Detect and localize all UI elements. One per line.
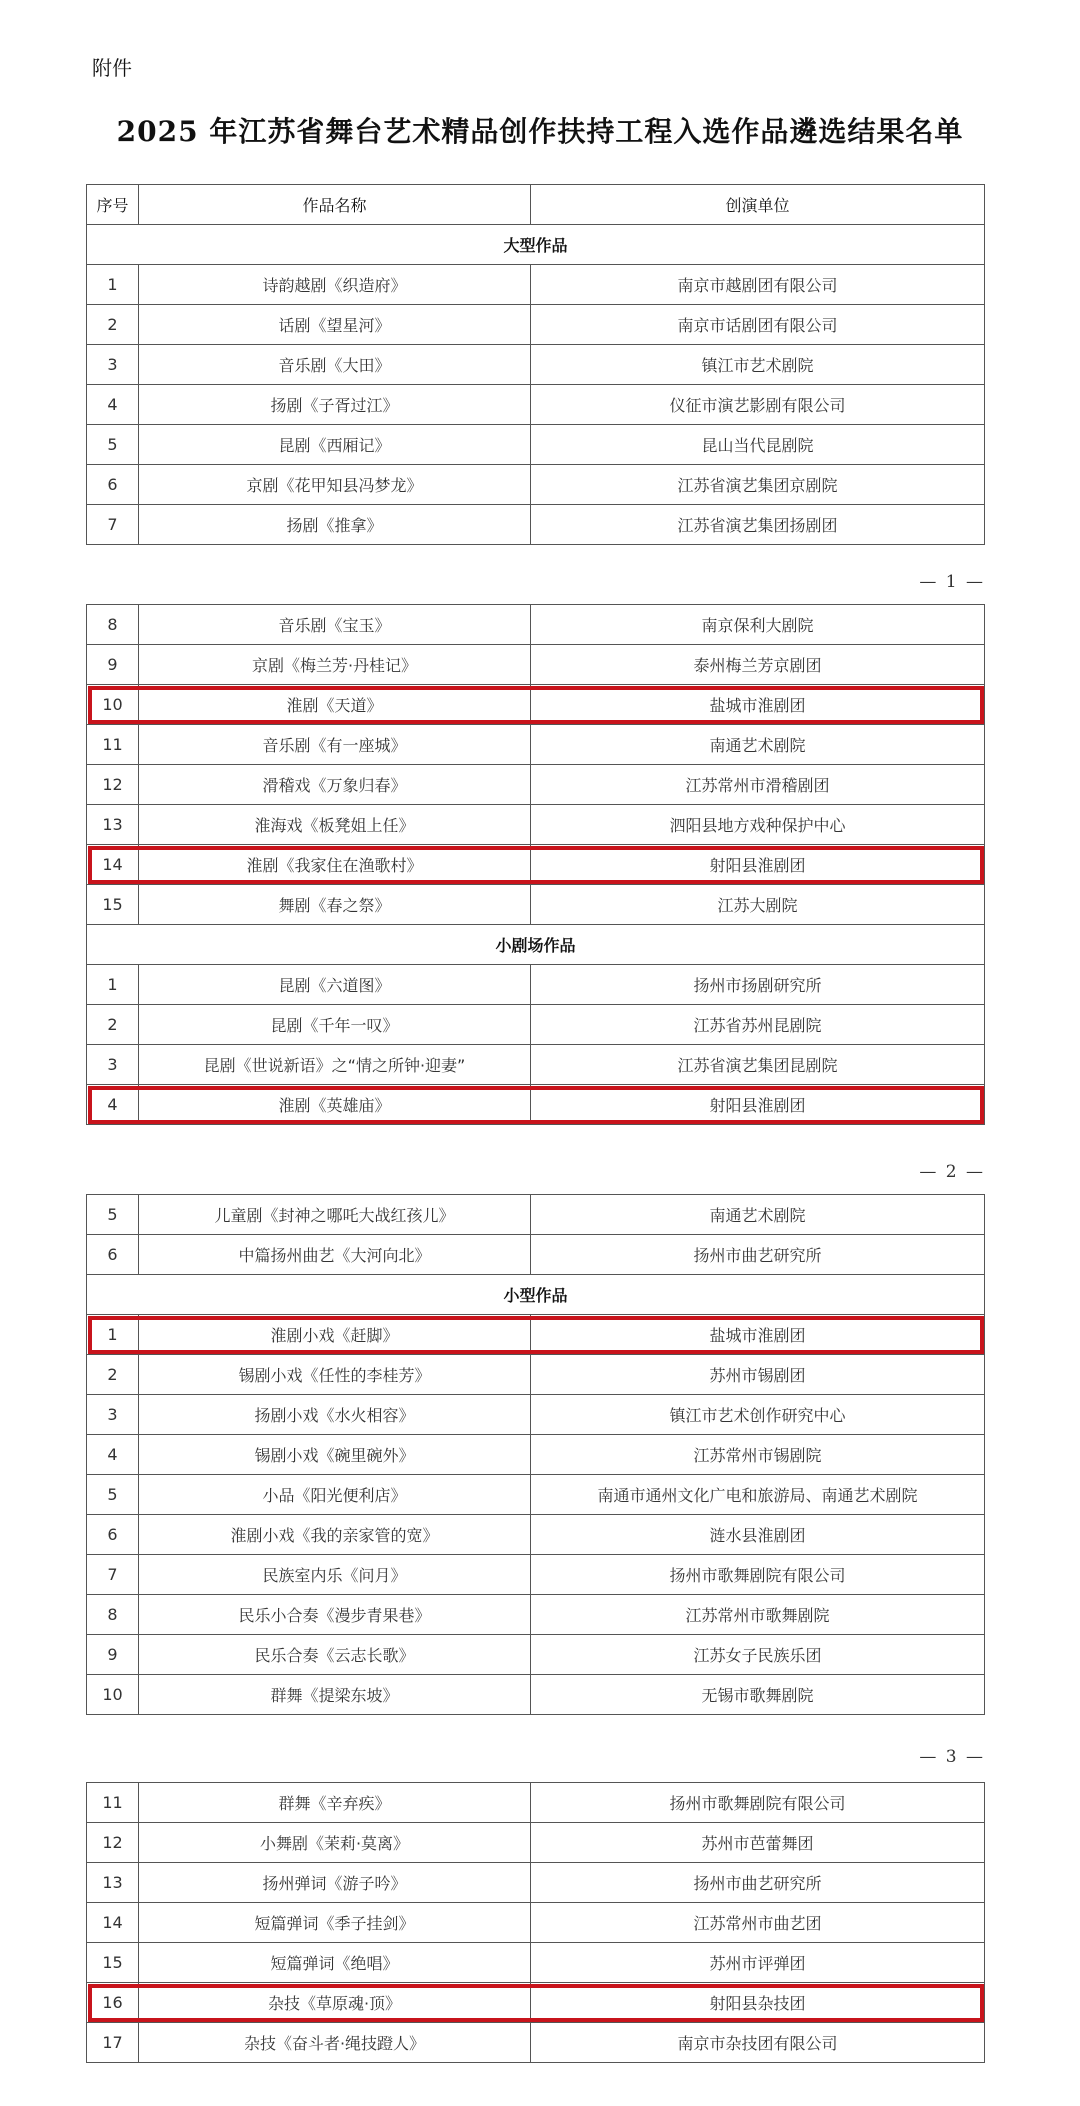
organization: 盐城市淮剧团 bbox=[531, 1315, 985, 1355]
row-index: 16 bbox=[87, 1983, 139, 2023]
work-name: 扬剧《子胥过江》 bbox=[139, 385, 531, 425]
row-index: 7 bbox=[87, 1555, 139, 1595]
row-index: 11 bbox=[87, 725, 139, 765]
organization: 苏州市评弹团 bbox=[531, 1943, 985, 1983]
row-index: 6 bbox=[87, 1235, 139, 1275]
table-row bbox=[87, 385, 985, 425]
section-header-row bbox=[87, 1275, 985, 1315]
organization: 涟水县淮剧团 bbox=[531, 1515, 985, 1555]
row-index: 5 bbox=[87, 1475, 139, 1515]
work-name: 昆剧《六道图》 bbox=[139, 965, 531, 1005]
work-name: 短篇弹词《季子挂剑》 bbox=[139, 1903, 531, 1943]
work-name: 京剧《花甲知县冯梦龙》 bbox=[139, 465, 531, 505]
organization: 江苏省演艺集团昆剧院 bbox=[531, 1045, 985, 1085]
table-row bbox=[87, 1823, 985, 1863]
table-row bbox=[87, 1435, 985, 1475]
table-row bbox=[87, 1635, 985, 1675]
table-row-highlighted bbox=[87, 1983, 985, 2023]
results-table-page-2 bbox=[86, 604, 985, 1125]
organization: 扬州市曲艺研究所 bbox=[531, 1235, 985, 1275]
row-index: 14 bbox=[87, 1903, 139, 1943]
work-name: 杂技《草原魂·顶》 bbox=[139, 1983, 531, 2023]
row-index: 11 bbox=[87, 1783, 139, 1823]
work-name: 小舞剧《茉莉·莫离》 bbox=[139, 1823, 531, 1863]
section-title: 小剧场作品 bbox=[87, 925, 985, 965]
results-table-page-3 bbox=[86, 1194, 985, 1715]
organization: 江苏常州市锡剧院 bbox=[531, 1435, 985, 1475]
organization: 南通艺术剧院 bbox=[531, 725, 985, 765]
organization: 泰州梅兰芳京剧团 bbox=[531, 645, 985, 685]
header-work-name: 作品名称 bbox=[139, 185, 531, 225]
organization: 昆山当代昆剧院 bbox=[531, 425, 985, 465]
row-index: 10 bbox=[87, 685, 139, 725]
work-name: 群舞《辛弃疾》 bbox=[139, 1783, 531, 1823]
attachment-label: 附件 bbox=[92, 56, 132, 80]
table-row bbox=[87, 345, 985, 385]
work-name: 音乐剧《宝玉》 bbox=[139, 605, 531, 645]
table-row bbox=[87, 1395, 985, 1435]
row-index: 5 bbox=[87, 425, 139, 465]
work-name: 话剧《望星河》 bbox=[139, 305, 531, 345]
row-index: 1 bbox=[87, 965, 139, 1005]
organization: 江苏常州市曲艺团 bbox=[531, 1903, 985, 1943]
table-row bbox=[87, 1005, 985, 1045]
work-name: 扬州弹词《游子吟》 bbox=[139, 1863, 531, 1903]
table-row bbox=[87, 605, 985, 645]
organization: 仪征市演艺影剧有限公司 bbox=[531, 385, 985, 425]
row-index: 1 bbox=[87, 265, 139, 305]
organization: 江苏常州市滑稽剧团 bbox=[531, 765, 985, 805]
row-index: 2 bbox=[87, 1005, 139, 1045]
organization: 苏州市芭蕾舞团 bbox=[531, 1823, 985, 1863]
work-name: 昆剧《千年一叹》 bbox=[139, 1005, 531, 1045]
row-index: 3 bbox=[87, 1045, 139, 1085]
row-index: 15 bbox=[87, 885, 139, 925]
row-index: 13 bbox=[87, 1863, 139, 1903]
work-name: 淮剧小戏《我的亲家管的宽》 bbox=[139, 1515, 531, 1555]
row-index: 4 bbox=[87, 1435, 139, 1475]
row-index: 3 bbox=[87, 1395, 139, 1435]
work-name: 淮剧《英雄庙》 bbox=[139, 1085, 531, 1125]
section-title: 大型作品 bbox=[87, 225, 985, 265]
work-name: 昆剧《世说新语》之“情之所钟·迎妻” bbox=[139, 1045, 531, 1085]
work-name: 扬剧《推拿》 bbox=[139, 505, 531, 545]
page-number-3: — 3 — bbox=[919, 1747, 985, 1767]
organization: 苏州市锡剧团 bbox=[531, 1355, 985, 1395]
row-index: 7 bbox=[87, 505, 139, 545]
table-row bbox=[87, 1235, 985, 1275]
table-header-row bbox=[87, 185, 985, 225]
organization: 泗阳县地方戏种保护中心 bbox=[531, 805, 985, 845]
organization: 江苏省苏州昆剧院 bbox=[531, 1005, 985, 1045]
page-number-2: — 2 — bbox=[919, 1162, 985, 1182]
organization: 南京保利大剧院 bbox=[531, 605, 985, 645]
work-name: 中篇扬州曲艺《大河向北》 bbox=[139, 1235, 531, 1275]
table-row bbox=[87, 885, 985, 925]
table-row bbox=[87, 1783, 985, 1823]
table-row bbox=[87, 965, 985, 1005]
work-name: 扬剧小戏《水火相容》 bbox=[139, 1395, 531, 1435]
work-name: 昆剧《西厢记》 bbox=[139, 425, 531, 465]
organization: 射阳县杂技团 bbox=[531, 1983, 985, 2023]
organization: 南京市越剧团有限公司 bbox=[531, 265, 985, 305]
work-name: 儿童剧《封神之哪吒大战红孩儿》 bbox=[139, 1195, 531, 1235]
organization: 江苏常州市歌舞剧院 bbox=[531, 1595, 985, 1635]
table-row bbox=[87, 805, 985, 845]
page-number-1: — 1 — bbox=[919, 572, 985, 592]
organization: 扬州市歌舞剧院有限公司 bbox=[531, 1555, 985, 1595]
organization: 扬州市歌舞剧院有限公司 bbox=[531, 1783, 985, 1823]
table-row bbox=[87, 1195, 985, 1235]
row-index: 17 bbox=[87, 2023, 139, 2063]
row-index: 13 bbox=[87, 805, 139, 845]
table-row bbox=[87, 465, 985, 505]
work-name: 锡剧小戏《任性的李桂芳》 bbox=[139, 1355, 531, 1395]
table-row bbox=[87, 1903, 985, 1943]
row-index: 8 bbox=[87, 605, 139, 645]
table-row bbox=[87, 1943, 985, 1983]
organization: 南京市杂技团有限公司 bbox=[531, 2023, 985, 2063]
organization: 射阳县淮剧团 bbox=[531, 845, 985, 885]
organization: 镇江市艺术剧院 bbox=[531, 345, 985, 385]
work-name: 锡剧小戏《碗里碗外》 bbox=[139, 1435, 531, 1475]
row-index: 4 bbox=[87, 1085, 139, 1125]
table-row-highlighted bbox=[87, 1085, 985, 1125]
table-row bbox=[87, 305, 985, 345]
organization: 江苏省演艺集团扬剧团 bbox=[531, 505, 985, 545]
row-index: 3 bbox=[87, 345, 139, 385]
table-row bbox=[87, 1595, 985, 1635]
work-name: 京剧《梅兰芳·丹桂记》 bbox=[139, 645, 531, 685]
organization: 江苏省演艺集团京剧院 bbox=[531, 465, 985, 505]
work-name: 淮海戏《板凳姐上任》 bbox=[139, 805, 531, 845]
table-row bbox=[87, 1475, 985, 1515]
results-table-page-4 bbox=[86, 1782, 985, 2063]
organization: 无锡市歌舞剧院 bbox=[531, 1675, 985, 1715]
row-index: 8 bbox=[87, 1595, 139, 1635]
table-row bbox=[87, 1045, 985, 1085]
organization: 镇江市艺术创作研究中心 bbox=[531, 1395, 985, 1435]
work-name: 淮剧《我家住在渔歌村》 bbox=[139, 845, 531, 885]
work-name: 滑稽戏《万象归春》 bbox=[139, 765, 531, 805]
row-index: 2 bbox=[87, 305, 139, 345]
row-index: 6 bbox=[87, 465, 139, 505]
document-title: 2025 年江苏省舞台艺术精品创作扶持工程入选作品遴选结果名单 bbox=[116, 115, 964, 148]
organization: 射阳县淮剧团 bbox=[531, 1085, 985, 1125]
table-row-highlighted bbox=[87, 685, 985, 725]
work-name: 淮剧小戏《赶脚》 bbox=[139, 1315, 531, 1355]
work-name: 民乐合奏《云志长歌》 bbox=[139, 1635, 531, 1675]
section-header-row bbox=[87, 225, 985, 265]
table-row bbox=[87, 725, 985, 765]
table-row bbox=[87, 2023, 985, 2063]
work-name: 音乐剧《大田》 bbox=[139, 345, 531, 385]
row-index: 9 bbox=[87, 1635, 139, 1675]
organization: 南通市通州文化广电和旅游局、南通艺术剧院 bbox=[531, 1475, 985, 1515]
organization: 扬州市曲艺研究所 bbox=[531, 1863, 985, 1903]
row-index: 12 bbox=[87, 1823, 139, 1863]
row-index: 5 bbox=[87, 1195, 139, 1235]
row-index: 1 bbox=[87, 1315, 139, 1355]
header-organization: 创演单位 bbox=[531, 185, 985, 225]
row-index: 9 bbox=[87, 645, 139, 685]
work-name: 杂技《奋斗者·绳技蹬人》 bbox=[139, 2023, 531, 2063]
row-index: 12 bbox=[87, 765, 139, 805]
organization: 盐城市淮剧团 bbox=[531, 685, 985, 725]
work-name: 短篇弹词《绝唱》 bbox=[139, 1943, 531, 1983]
work-name: 诗韵越剧《织造府》 bbox=[139, 265, 531, 305]
table-row bbox=[87, 425, 985, 465]
work-name: 淮剧《天道》 bbox=[139, 685, 531, 725]
row-index: 6 bbox=[87, 1515, 139, 1555]
row-index: 4 bbox=[87, 385, 139, 425]
work-name: 民乐小合奏《漫步青果巷》 bbox=[139, 1595, 531, 1635]
table-row-highlighted bbox=[87, 1315, 985, 1355]
organization: 南通艺术剧院 bbox=[531, 1195, 985, 1235]
table-row bbox=[87, 1675, 985, 1715]
organization: 江苏大剧院 bbox=[531, 885, 985, 925]
work-name: 舞剧《春之祭》 bbox=[139, 885, 531, 925]
header-index: 序号 bbox=[87, 185, 139, 225]
work-name: 群舞《提梁东坡》 bbox=[139, 1675, 531, 1715]
table-row bbox=[87, 1515, 985, 1555]
organization: 扬州市扬剧研究所 bbox=[531, 965, 985, 1005]
organization: 江苏女子民族乐团 bbox=[531, 1635, 985, 1675]
table-row bbox=[87, 265, 985, 305]
table-row bbox=[87, 505, 985, 545]
table-row bbox=[87, 1863, 985, 1903]
section-header-row bbox=[87, 925, 985, 965]
row-index: 14 bbox=[87, 845, 139, 885]
section-title: 小型作品 bbox=[87, 1275, 985, 1315]
row-index: 2 bbox=[87, 1355, 139, 1395]
results-table-page-1 bbox=[86, 184, 985, 545]
row-index: 15 bbox=[87, 1943, 139, 1983]
table-row bbox=[87, 1555, 985, 1595]
organization: 南京市话剧团有限公司 bbox=[531, 305, 985, 345]
work-name: 音乐剧《有一座城》 bbox=[139, 725, 531, 765]
table-row bbox=[87, 1355, 985, 1395]
table-row-highlighted bbox=[87, 845, 985, 885]
work-name: 民族室内乐《问月》 bbox=[139, 1555, 531, 1595]
table-row bbox=[87, 645, 985, 685]
row-index: 10 bbox=[87, 1675, 139, 1715]
work-name: 小品《阳光便利店》 bbox=[139, 1475, 531, 1515]
table-row bbox=[87, 765, 985, 805]
